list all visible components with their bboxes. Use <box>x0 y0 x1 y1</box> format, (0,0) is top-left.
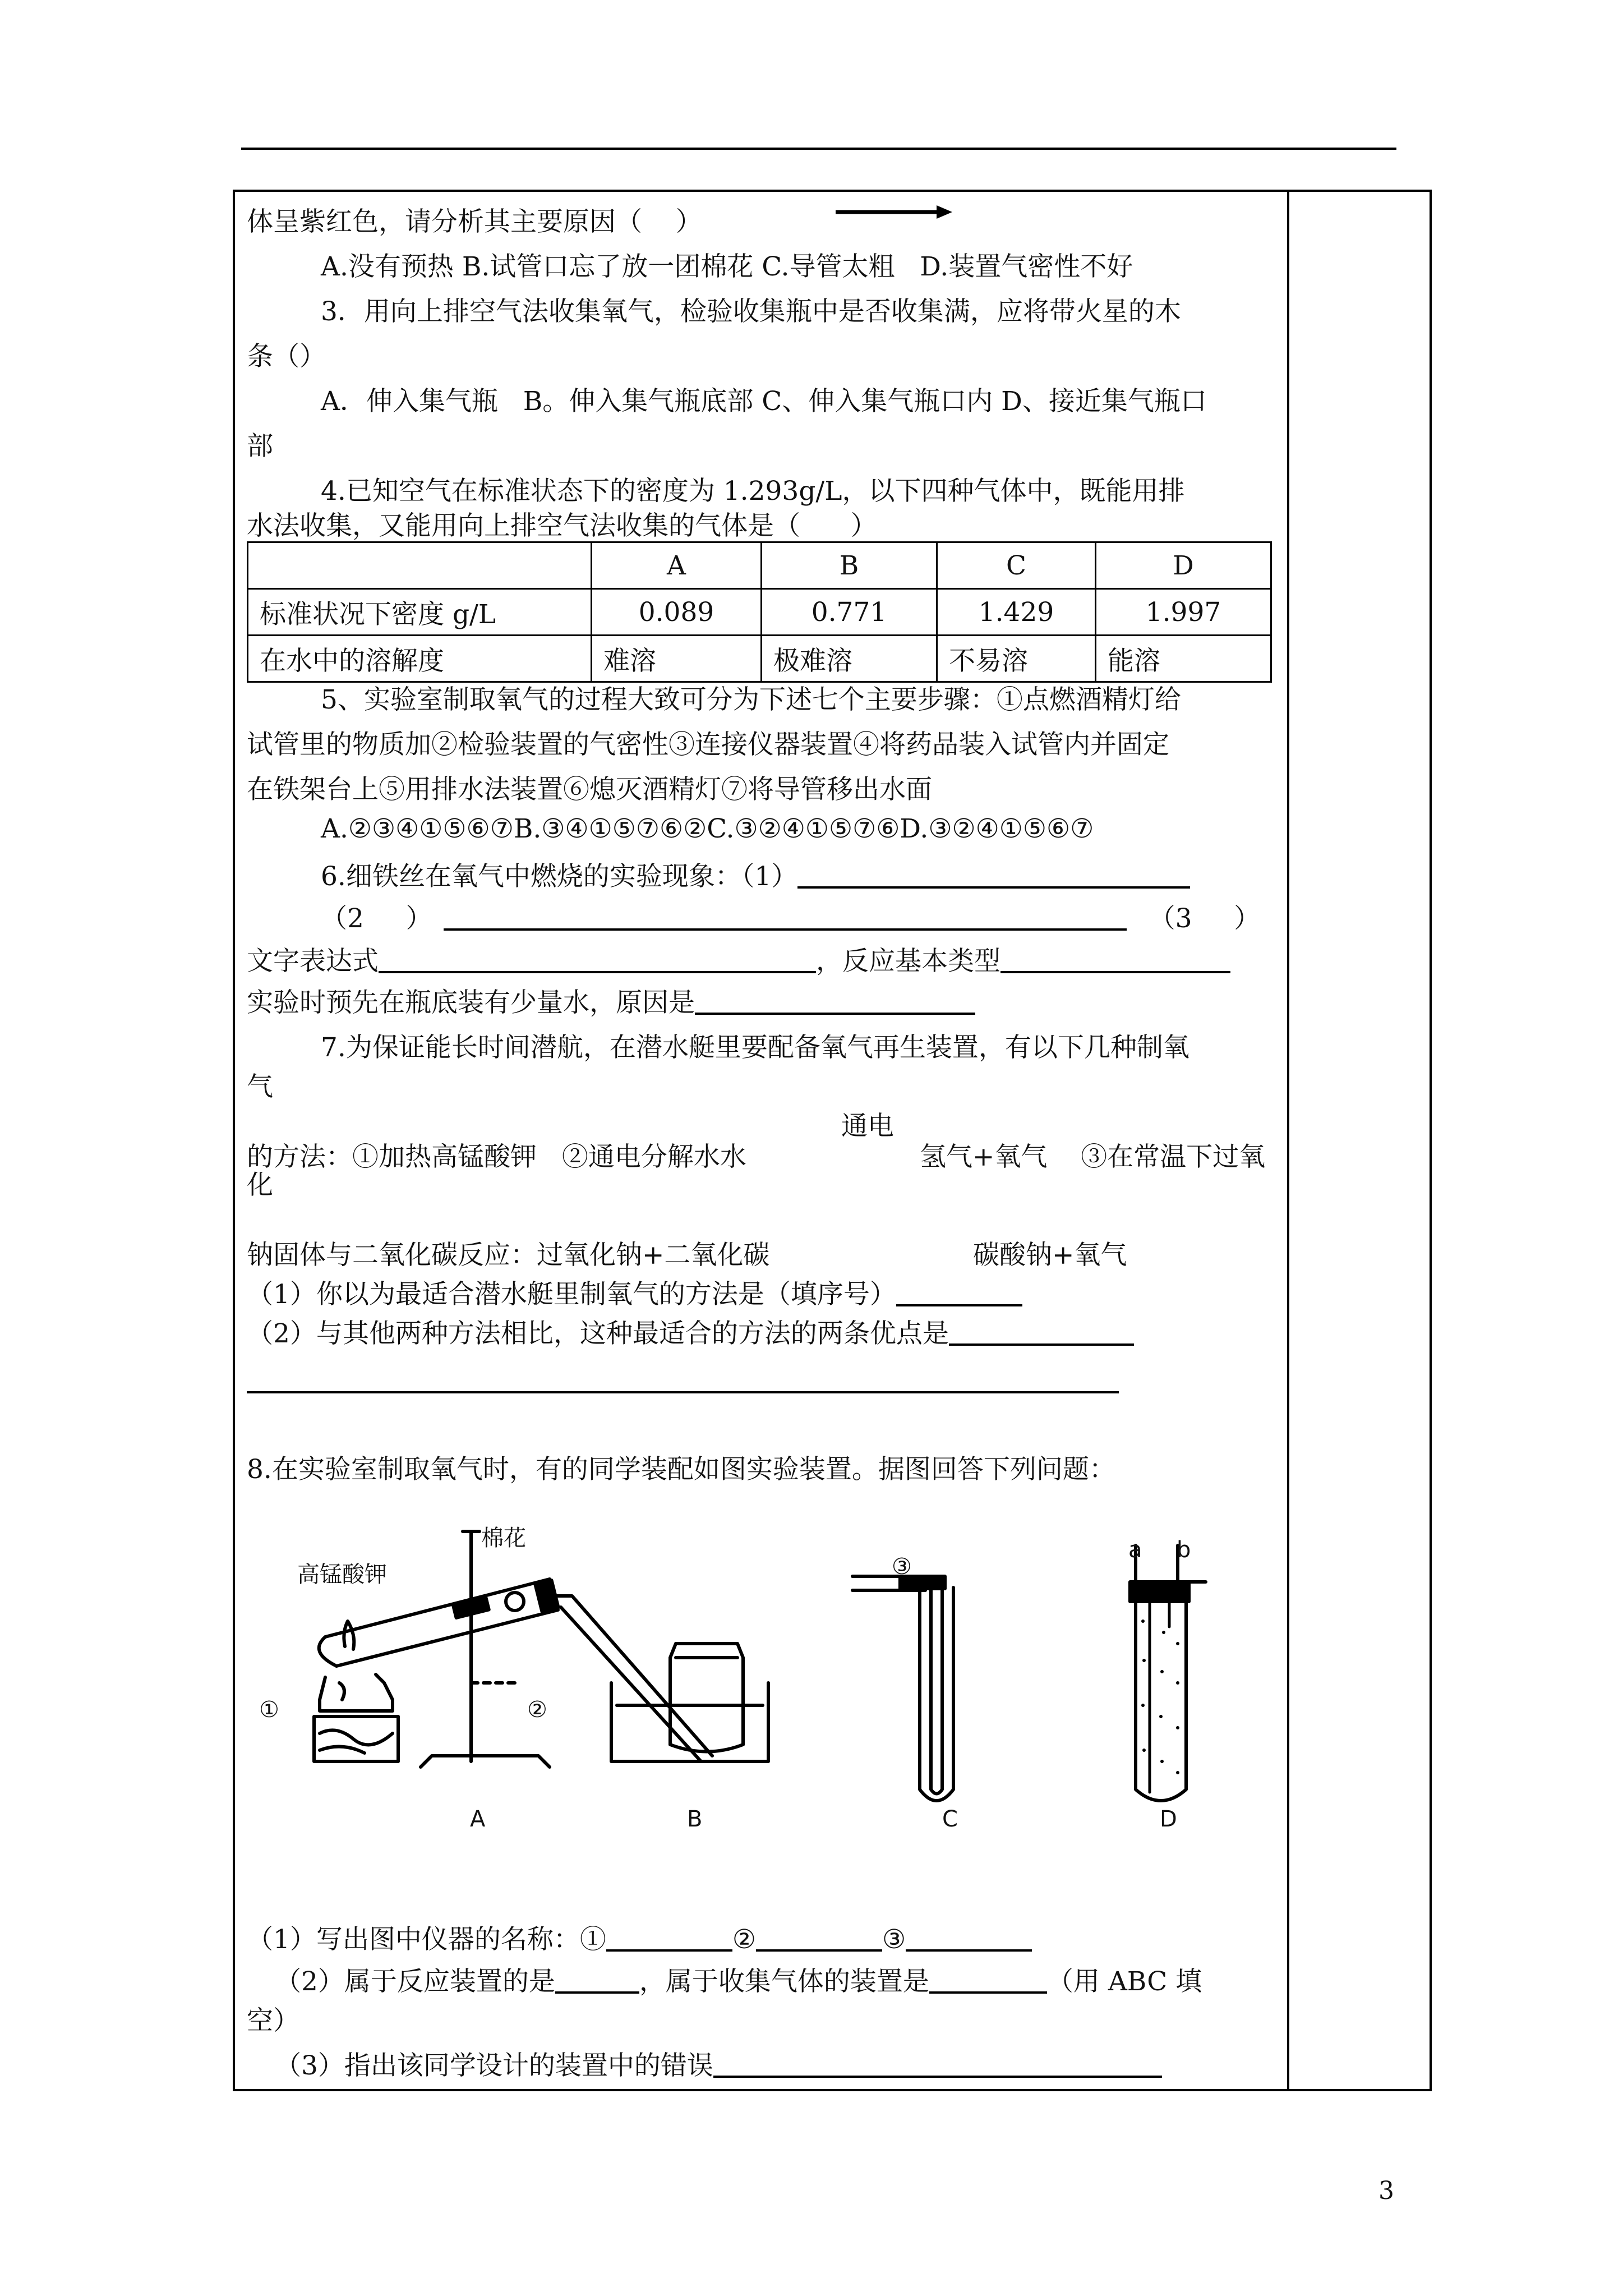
table-cell: 难溶 <box>592 636 762 682</box>
q8-blank-2[interactable] <box>756 1922 882 1952</box>
q7-sub1 <box>247 1273 1022 1311</box>
q6-label: 6.细铁丝在氧气中燃烧的实验现象：（1） <box>321 861 798 892</box>
table-cell: 标准状况下密度 g/L <box>248 589 592 636</box>
q8-sub3 <box>275 2045 1162 2082</box>
q3-options2: 部 <box>247 431 273 462</box>
table-cell: 1.429 <box>937 589 1096 636</box>
flame-icon <box>344 1621 354 1649</box>
q6-line4 <box>247 982 975 1019</box>
table-cell: 能溶 <box>1096 636 1271 682</box>
label-2: ② <box>527 1697 547 1723</box>
q6-type-blank[interactable] <box>1000 944 1230 973</box>
q8-sub1 <box>247 1918 1032 1956</box>
caption-b: B <box>687 1806 703 1832</box>
table-cell: 不易溶 <box>937 636 1096 682</box>
caption-a: A <box>470 1806 486 1832</box>
q8-sub2-label-2: ，属于收集气体的装置是 <box>639 1966 929 1997</box>
q6-line3 <box>247 940 1230 978</box>
label-a: a <box>1128 1537 1142 1563</box>
margin-column-divider <box>1287 192 1289 2089</box>
q6-blank-1[interactable] <box>797 859 1190 889</box>
q4-line1: 4.已知空气在标准状态下的密度为 1.293g/L，以下四种气体中，既能用排 <box>321 476 1185 507</box>
q8-blank-3[interactable] <box>906 1922 1032 1952</box>
q7-line4: 化 <box>247 1170 273 1200</box>
q7-condition: 通电 <box>841 1111 894 1142</box>
q7-sub2-blank[interactable] <box>949 1317 1134 1346</box>
q4-line2: 水法收集，又能用向上排空气法收集的气体是（ ） <box>247 510 877 541</box>
q8-sub1-label-3: ③ <box>882 1924 906 1955</box>
cotton-icon <box>506 1593 524 1611</box>
q8-collect-blank[interactable] <box>929 1964 1047 1994</box>
table-cell <box>248 542 592 589</box>
apparatus-diagram <box>258 1498 1256 1846</box>
q6-eq-blank[interactable] <box>379 944 816 973</box>
table-cell: 1.997 <box>1096 589 1271 636</box>
table-cell: 0.771 <box>762 589 937 636</box>
label-kmno4: 高锰酸钾 <box>297 1562 387 1588</box>
q8-blank-1[interactable] <box>606 1922 732 1952</box>
table-cell: 在水中的溶解度 <box>248 636 592 682</box>
q8-sub2 <box>275 1961 1202 1998</box>
q7-sub2 <box>247 1313 1134 1350</box>
q3-line1: 3．用向上排空气法收集氧气，检验收集瓶中是否收集满，应将带火星的木 <box>321 296 1181 327</box>
q7-sub2-label: （2）与其他两种方法相比，这种最适合的方法的两条优点是 <box>247 1318 949 1349</box>
header-rule <box>241 148 1396 150</box>
q6-eq-label: 文字表达式 <box>247 946 379 977</box>
q7-sub1-blank[interactable] <box>896 1277 1022 1306</box>
table-cell: 极难溶 <box>762 636 937 682</box>
q6-type-label: ，反应基本类型 <box>816 946 1000 977</box>
q7-sub1-label: （1）你以为最适合潜水艇里制氧气的方法是（填序号） <box>247 1279 896 1310</box>
q5-line3: 在铁架台上⑤用排水法装置⑥熄灭酒精灯⑦将导管移出水面 <box>247 774 932 805</box>
q5-line2: 试管里的物质加②检验装置的气密性③连接仪器装置④将药品装入试管内并固定 <box>247 729 1169 760</box>
arrow-icon <box>836 201 953 223</box>
q6-water-label: 实验时预先在瓶底装有少量水，原因是 <box>247 987 695 1018</box>
q8-error-blank[interactable] <box>713 2049 1162 2078</box>
q3-line2: 条（） <box>247 341 326 372</box>
label-1: ① <box>259 1697 279 1723</box>
q8-reaction-blank[interactable] <box>555 1964 639 1994</box>
caption-d: D <box>1160 1806 1177 1832</box>
table-row <box>248 589 1271 636</box>
table-cell: 0.089 <box>592 589 762 636</box>
q7-line3b: 氢气+氧气 ③在常温下过氧 <box>920 1142 1266 1172</box>
q7-line5a: 钠固体与二氧化碳反应：过氧化钠+二氧化碳 <box>247 1240 770 1271</box>
table-row <box>248 636 1271 682</box>
q7-answer-line[interactable] <box>247 1391 1119 1393</box>
q2-line1: 体呈紫红色，请分析其主要原因（ ） <box>247 206 702 237</box>
table-cell: A <box>592 542 762 589</box>
q3-options1: A．伸入集气瓶 B。伸入集气瓶底部 C、伸入集气瓶口内 D、接近集气瓶口 <box>321 386 1207 417</box>
table-cell: B <box>762 542 937 589</box>
q7-line3a: 的方法：①加热高锰酸钾 ②通电分解水水 <box>247 1142 746 1172</box>
q6-line2 <box>321 898 1260 935</box>
q6-blank-2[interactable] <box>444 901 1127 931</box>
q5-options: A.②③④①⑤⑥⑦B.③④①⑤⑦⑥②C.③②④①⑤⑦⑥D.③②④①⑤⑥⑦ <box>321 813 1094 844</box>
q6-line1 <box>321 855 1190 893</box>
caption-c: C <box>942 1806 958 1832</box>
table-cell: D <box>1096 542 1271 589</box>
label-b: b <box>1177 1537 1191 1563</box>
q8-sub1-label: （1）写出图中仪器的名称：① <box>247 1924 606 1955</box>
q6-label-3: （3 ） <box>1149 903 1261 934</box>
q5-line1: 5、实验室制取氧气的过程大致可分为下述七个主要步骤：①点燃酒精灯给 <box>321 684 1181 715</box>
q8-line1: 8.在实验室制取氧气时，有的同学装配如图实验装置。据图回答下列问题： <box>247 1454 1115 1485</box>
label-3: ③ <box>892 1554 912 1580</box>
q7-line2: 气 <box>247 1071 273 1102</box>
label-cotton: 棉花 <box>481 1525 526 1551</box>
q7-line5b: 碳酸钠+氧气 <box>973 1240 1127 1271</box>
q8-sub3-label: （3）指出该同学设计的装置中的错误 <box>275 2050 713 2081</box>
q6-label-2: （2 ） <box>321 903 432 934</box>
page-number: 3 <box>1378 2177 1394 2205</box>
delivery-tube-icon <box>555 1596 712 1756</box>
alcohol-lamp-icon <box>320 1674 393 1711</box>
q8-sub2-label: （2）属于反应装置的是 <box>275 1966 555 1997</box>
table-row <box>248 542 1271 589</box>
q8-sub2d: 空） <box>247 2005 299 2036</box>
q6-water-blank[interactable] <box>695 986 975 1015</box>
q8-sub2-label-3: （用 ABC 填 <box>1046 1966 1202 1997</box>
q7-line1: 7.为保证能长时间潜航，在潜水艇里要配备氧气再生装置，有以下几种制氧 <box>321 1032 1189 1063</box>
table-cell: C <box>937 542 1096 589</box>
q8-sub1-label-2: ② <box>732 1924 757 1955</box>
gas-bottle-icon <box>670 1644 743 1752</box>
gas-density-table <box>247 541 1272 683</box>
q2-options: A.没有预热 B.试管口忘了放一团棉花 C.导管太粗 D.装置气密性不好 <box>321 251 1133 282</box>
